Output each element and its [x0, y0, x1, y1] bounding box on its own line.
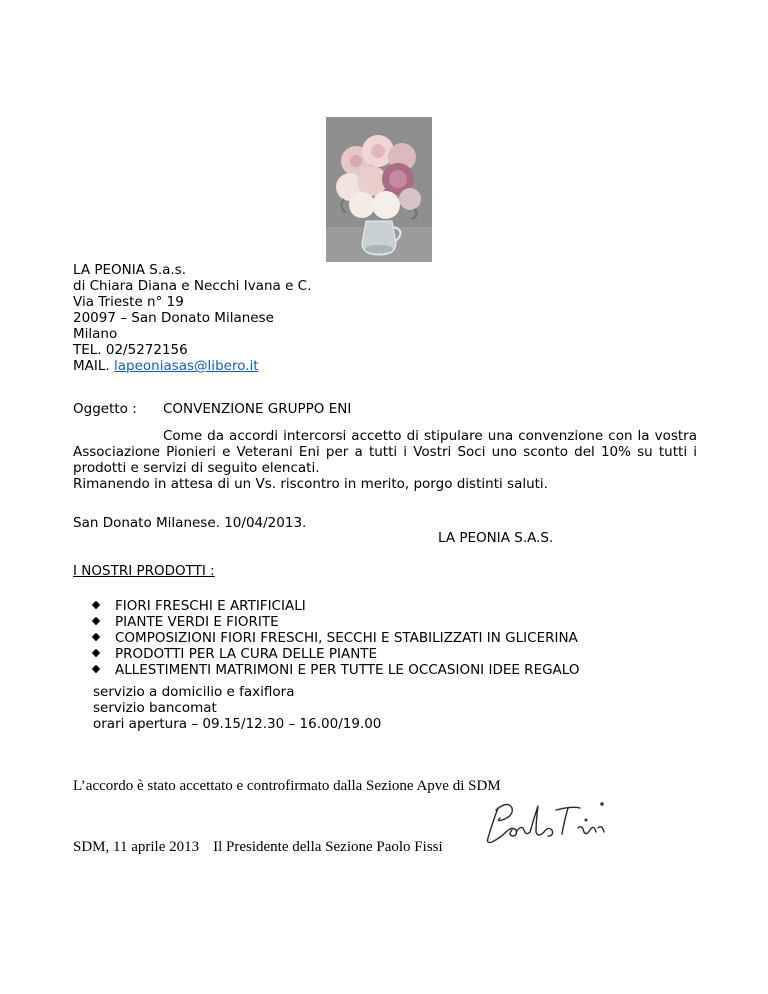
signoff-signer: Il Presidente della Sezione Paolo Fissi — [213, 839, 443, 855]
list-item: PIANTE VERDI E FIORITE — [93, 614, 579, 630]
subject-line — [73, 401, 351, 417]
diamond-bullet-icon — [92, 665, 100, 673]
letter-body — [73, 428, 697, 492]
company-owners: di Chiara Diana e Necchi Ivana e C. — [73, 278, 312, 294]
street-address: Via Trieste n° 19 — [73, 294, 184, 310]
signoff-place-date: SDM, 11 aprile 2013 — [73, 839, 200, 855]
letterhead — [73, 262, 311, 374]
subject-text: CONVENZIONE GRUPPO ENI — [163, 401, 352, 417]
place-date: San Donato Milanese. 10/04/2013. — [73, 515, 307, 531]
products-heading: I NOSTRI PRODOTTI : — [73, 563, 215, 579]
diamond-bullet-icon — [92, 649, 100, 657]
list-item: FIORI FRESCHI E ARTIFICIALI — [93, 598, 579, 614]
handwritten-signature — [482, 798, 612, 854]
diamond-bullet-icon — [92, 633, 100, 641]
email-link[interactable]: lapeoniasas@libero.it — [113, 358, 259, 374]
telephone: TEL. 02/5272156 — [73, 342, 188, 358]
acceptance-note: L’accordo è stato accettato e controfirmato dalla Sezione Apve di SDM — [73, 778, 501, 794]
service-item: servizio bancomat — [93, 700, 217, 716]
email-label: MAIL. — [73, 358, 110, 374]
closing-company: LA PEONIA S.A.S. — [438, 530, 554, 546]
bouquet-photo — [326, 117, 432, 262]
list-item: COMPOSIZIONI FIORI FRESCHI, SECCHI E STABILIZZATI IN GLICERINA — [93, 630, 579, 646]
list-item: PRODOTTI PER LA CURA DELLE PIANTE — [93, 646, 579, 662]
zip-city: 20097 – San Donato Milanese — [73, 310, 274, 326]
city: Milano — [73, 326, 118, 342]
body-paragraph-1: Come da accordi intercorsi accetto di stipulare una convenzione con la vostra Associazione Pionieri e Veterani Eni per a tutti i Vostri Soci uno sconto del 10% su tutti i prodotti e servizi di seguito elencati. — [73, 428, 697, 476]
products-list — [93, 598, 579, 678]
signoff-line — [73, 838, 443, 856]
service-item: servizio a domicilio e faxiflora — [93, 684, 295, 700]
body-paragraph-2: Rimanendo in attesa di un Vs. riscontro in merito, porgo distinti saluti. — [73, 476, 548, 492]
subject-label: Oggetto : — [73, 401, 137, 417]
service-item: orari apertura – 09.15/12.30 – 16.00/19.00 — [93, 716, 382, 732]
email-line — [73, 358, 311, 374]
diamond-bullet-icon — [92, 617, 100, 625]
list-item: ALLESTIMENTI MATRIMONI E PER TUTTE LE OCCASIONI IDEE REGALO — [93, 662, 579, 678]
diamond-bullet-icon — [92, 601, 100, 609]
company-name: LA PEONIA S.a.s. — [73, 262, 187, 278]
services — [93, 684, 381, 732]
